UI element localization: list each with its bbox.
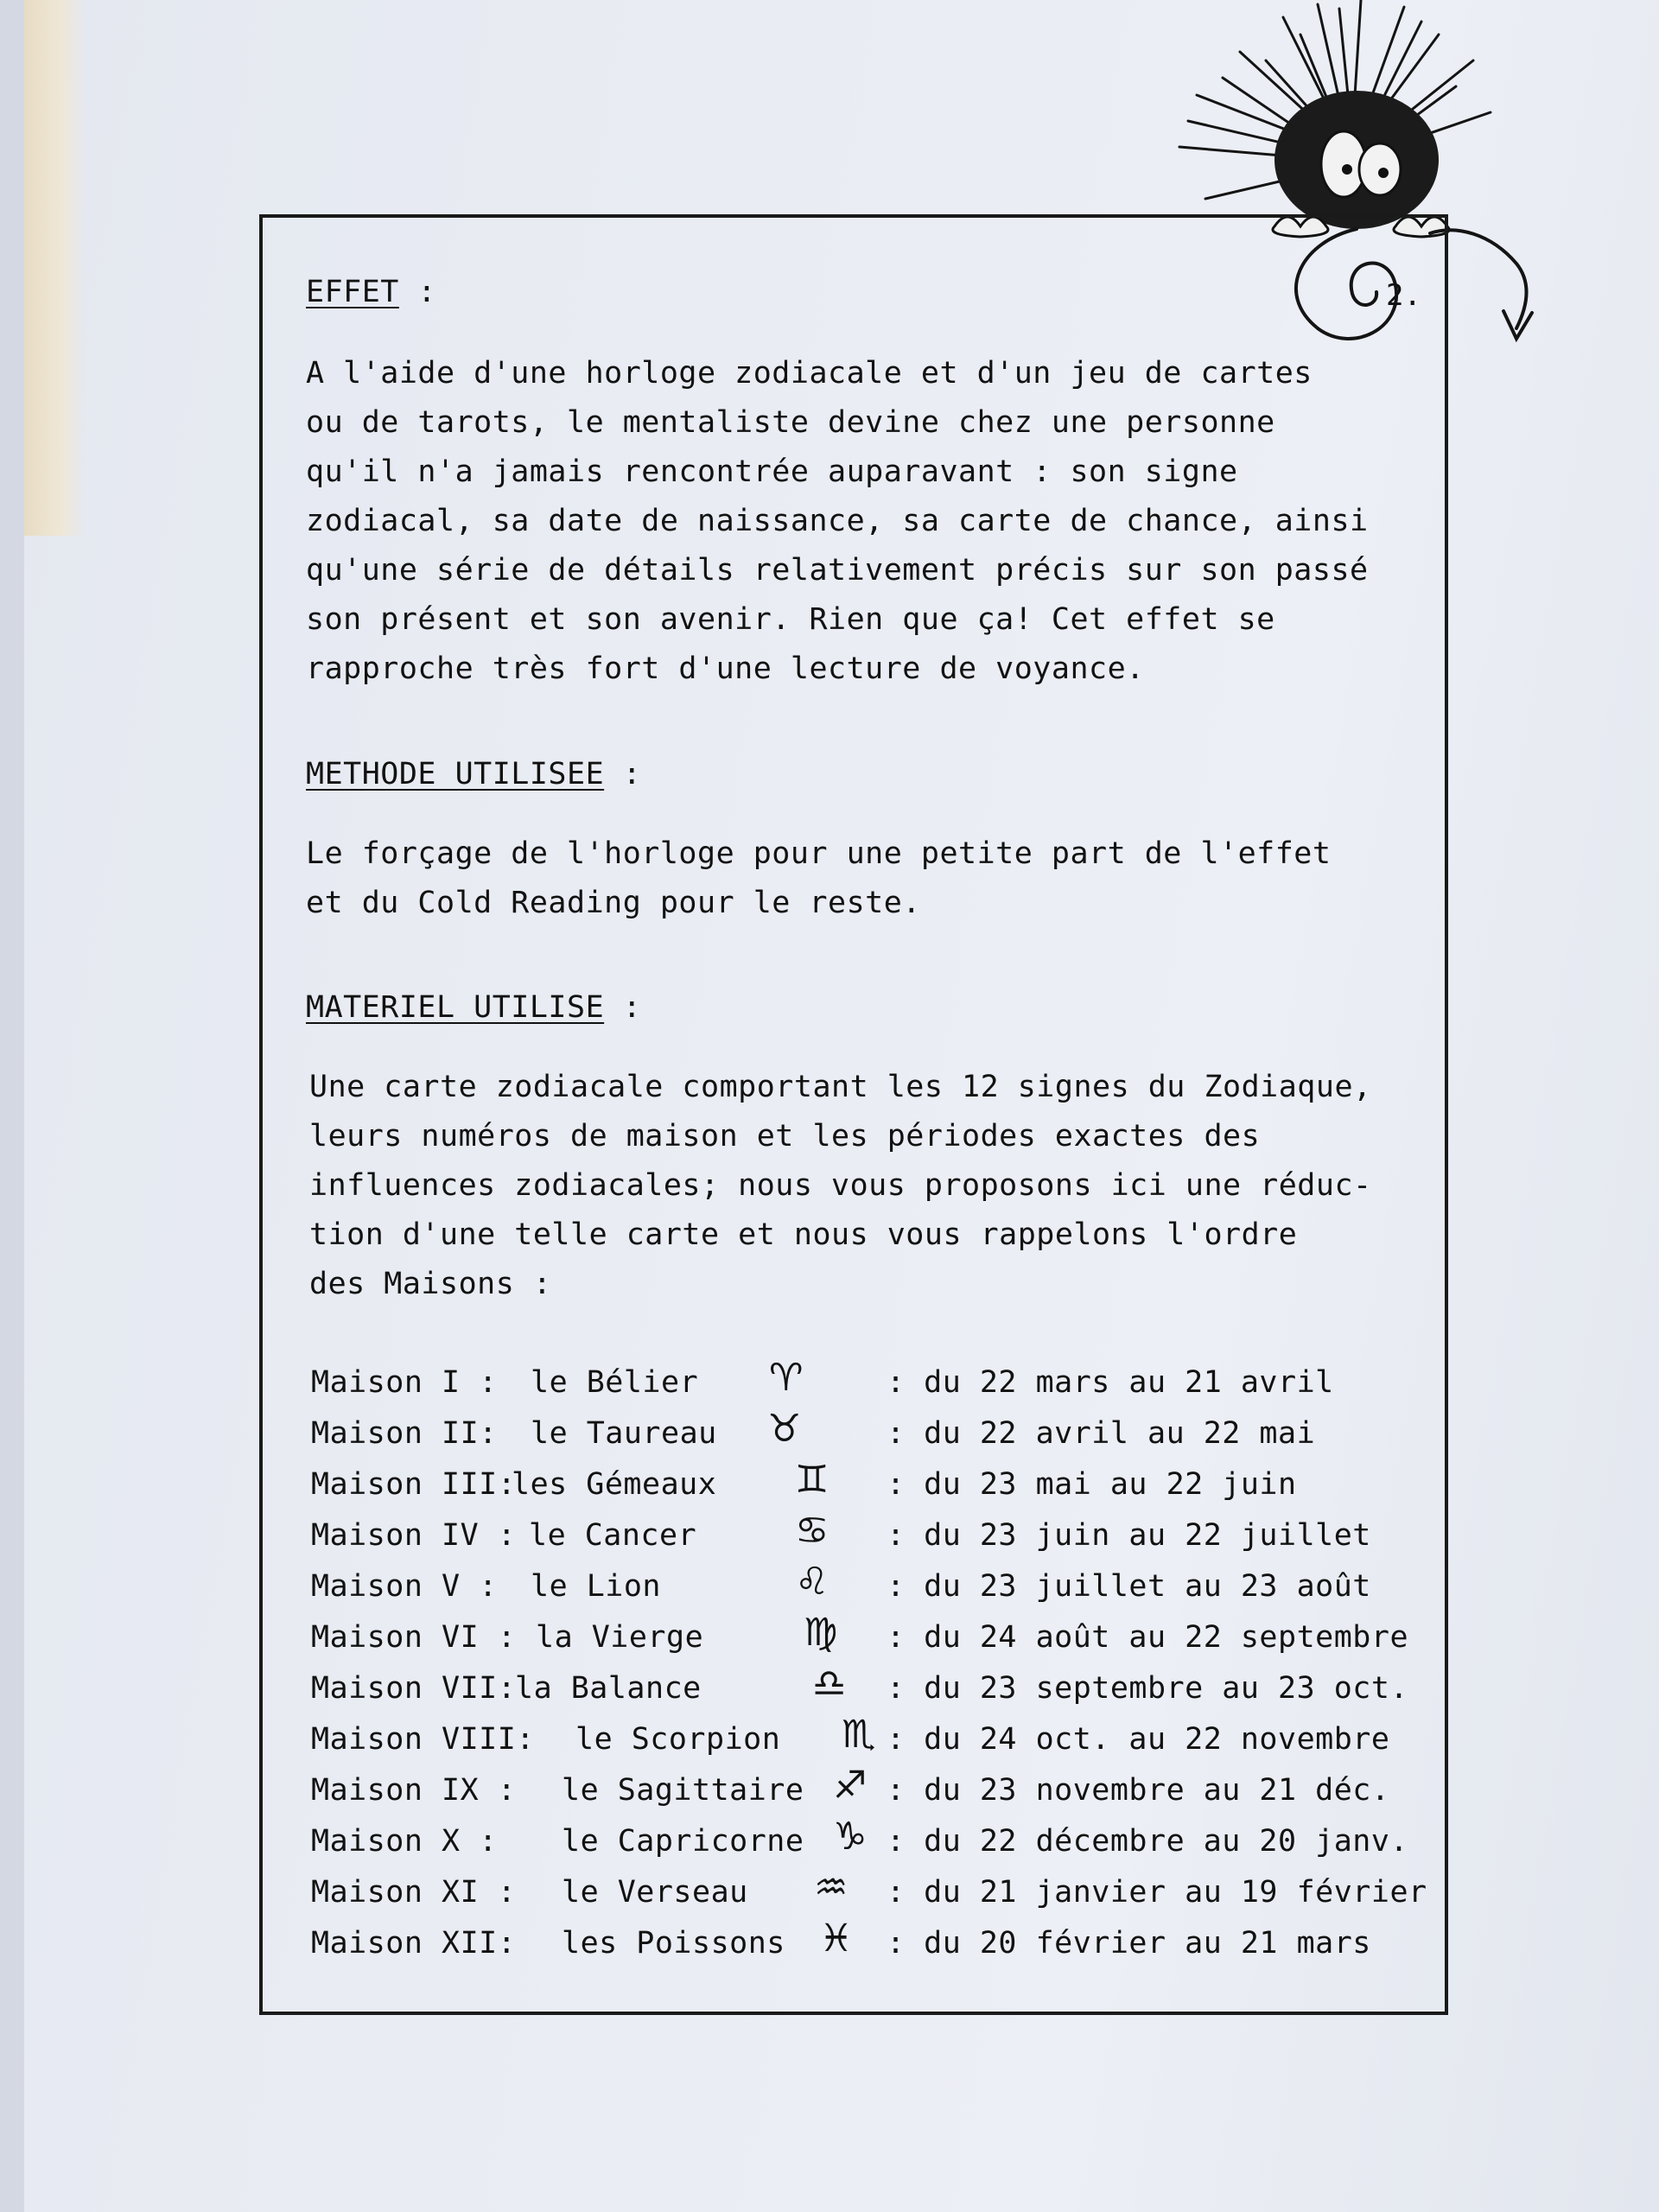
leo-symbol-icon: ♌ [795,1560,830,1604]
list-item [311,1664,1460,1715]
paper-yellowed-edge [24,0,85,536]
date-range: : du 24 août au 22 septembre [887,1620,1409,1655]
capricorn-symbol-icon: ♑ [833,1815,868,1859]
sagittarius-symbol-icon: ♐ [833,1764,868,1808]
section-methode-text: Le forçage de l'horloge pour une petite part de l'effet et du Cold Reading pour le reste. [306,836,1332,920]
aquarius-symbol-icon: ♒ [814,1866,849,1910]
date-range: : du 22 décembre au 20 janv. [887,1824,1409,1859]
date-range: : du 22 mars au 21 avril [887,1365,1334,1400]
aries-symbol-icon: ♈ [769,1356,804,1400]
taurus-symbol-icon: ♉ [767,1407,802,1451]
methode-heading-text: METHODE UTILISEE [306,757,605,791]
list-item [311,1868,1460,1919]
materiel-heading-suffix: : [604,990,642,1025]
house-label: Maison V : [311,1569,498,1604]
sign-name: le Lion [531,1569,662,1604]
scorpio-symbol-icon: ♏ [842,1713,876,1757]
sign-name: la Balance [515,1671,702,1706]
house-label: Maison III: [311,1467,517,1502]
materiel-heading-text: MATERIEL UTILISE [306,990,605,1025]
section-effet-text: A l'aide d'une horloge zodiacale et d'un jeu de cartes ou de tarots, le mentaliste devine chez une personne qu'il n'a jamais rencontrée auparavant : son signe zodiacal, sa date de naissance, sa carte de chance, ainsi qu'une série de détails relativement précis sur son passé son présent et son avenir. Rien que ça! Cet effet se rapproche très fort d'une lecture de voyance. [306,356,1369,686]
sign-name: le Cancer [529,1518,697,1553]
house-label: Maison VI : [311,1620,517,1655]
sign-name: le Bélier [531,1365,699,1400]
list-item [311,1511,1460,1562]
house-label: Maison IX : [311,1773,517,1808]
list-item [311,1715,1460,1766]
list-item [311,1817,1460,1868]
house-label: Maison XII: [311,1926,517,1961]
date-range: : du 23 novembre au 21 déc. [887,1773,1390,1808]
section-methode-heading [306,750,641,799]
gemini-symbol-icon: ♊ [795,1458,830,1502]
house-label: Maison XI : [311,1875,517,1910]
page-number: 2. [1386,278,1421,313]
house-label: Maison II: [311,1416,498,1451]
methode-heading-suffix: : [604,757,642,791]
list-item [311,1613,1460,1664]
zodiac-houses-list [311,1358,1460,1970]
sign-name: la Vierge [536,1620,704,1655]
sign-name: le Capricorne [562,1824,804,1859]
cancer-symbol-icon: ♋ [795,1509,830,1553]
house-label: Maison VII: [311,1671,517,1706]
list-item [311,1562,1460,1613]
section-materiel-heading [306,983,641,1033]
virgo-symbol-icon: ♍ [804,1611,838,1655]
list-item [311,1766,1460,1817]
date-range: : du 21 janvier au 19 février [887,1875,1427,1910]
sign-name: le Sagittaire [562,1773,804,1808]
house-label: Maison IV : [311,1518,517,1553]
date-range: : du 23 juillet au 23 août [887,1569,1371,1604]
date-range: : du 22 avril au 22 mai [887,1416,1316,1451]
date-range: : du 23 mai au 22 juin [887,1467,1297,1502]
sign-name: les Gémeaux [512,1467,717,1502]
list-item [311,1409,1460,1460]
house-label: Maison VIII: [311,1722,535,1757]
effet-heading-text: EFFET [306,275,399,309]
date-range: : du 24 oct. au 22 novembre [887,1722,1390,1757]
section-effet-heading [306,268,436,317]
section-materiel-text: Une carte zodiacale comportant les 12 signes du Zodiaque, leurs numéros de maison et les périodes exactes des influences zodiacales; nous vous proposons ici une réduc- tion d'une telle carte et nous vous rappelons l'ordre des Maisons : [309,1070,1372,1301]
house-label: Maison I : [311,1365,498,1400]
date-range: : du 20 février au 21 mars [887,1926,1371,1961]
date-range: : du 23 juin au 22 juillet [887,1518,1371,1553]
sign-name: le Taureau [531,1416,717,1451]
sign-name: le Verseau [562,1875,748,1910]
list-item [311,1460,1460,1511]
pisces-symbol-icon: ♓ [819,1916,854,1961]
house-label: Maison X : [311,1824,498,1859]
libra-symbol-icon: ♎ [812,1662,847,1706]
sign-name: le Scorpion [575,1722,781,1757]
list-item [311,1358,1460,1409]
sign-name: les Poissons [562,1926,785,1961]
list-item [311,1916,1460,1970]
effet-heading-suffix: : [398,275,437,309]
date-range: : du 23 septembre au 23 oct. [887,1671,1409,1706]
